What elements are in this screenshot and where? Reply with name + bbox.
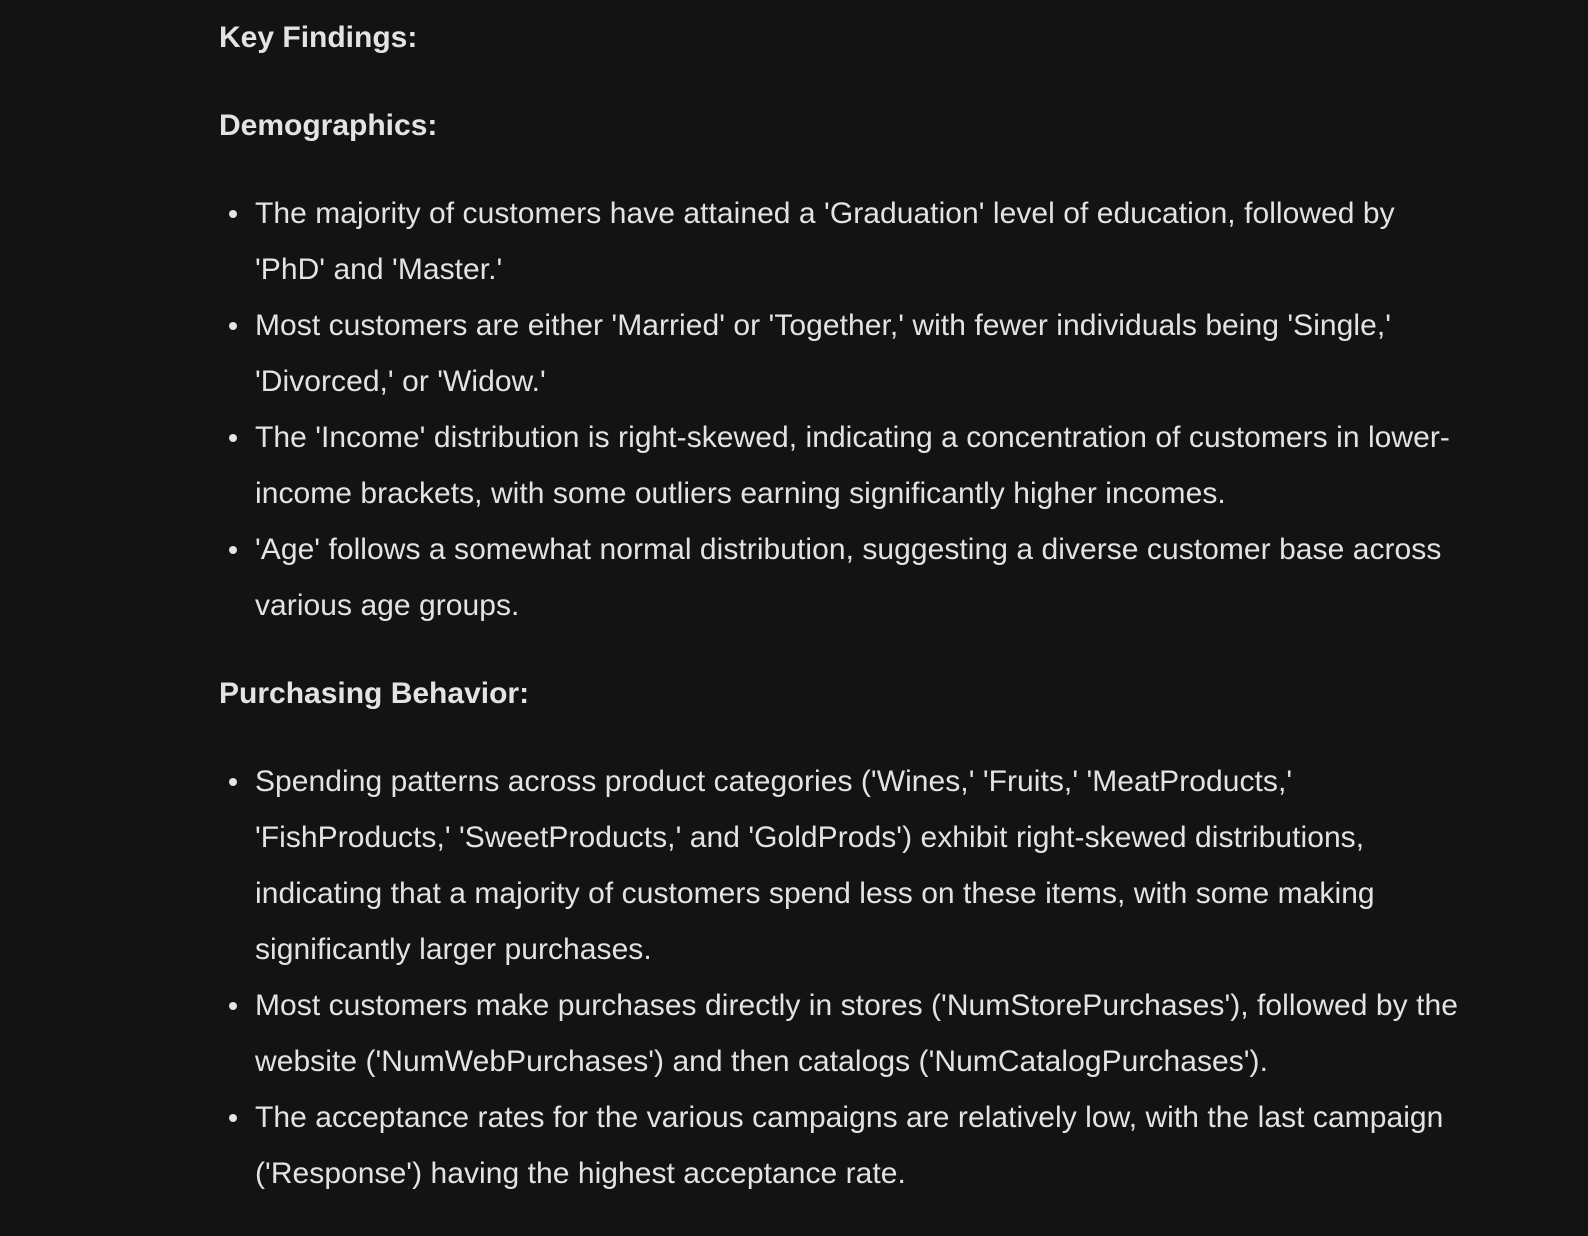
demographics-heading: Demographics: bbox=[219, 109, 438, 142]
list-item: 'Age' follows a somewhat normal distribution, suggesting a diverse customer base across various age groups. bbox=[219, 522, 1459, 634]
demographics-list bbox=[219, 186, 1459, 634]
list-item: Spending patterns across product categories ('Wines,' 'Fruits,' 'MeatProducts,' 'FishProducts,' 'SweetProducts,' and 'GoldProds') exhibit right-skewed distributions, indicating that a majority of customers spend less on these items, with some making significantly larger purchases. bbox=[219, 754, 1459, 978]
list-item: The acceptance rates for the various campaigns are relatively low, with the last campaign ('Response') having the highest acceptance rate. bbox=[219, 1090, 1459, 1202]
list-item: Most customers are either 'Married' or 'Together,' with fewer individuals being 'Single,' 'Divorced,' or 'Widow.' bbox=[219, 298, 1459, 410]
purchasing-behavior-heading: Purchasing Behavior: bbox=[219, 677, 530, 710]
list-item: Most customers make purchases directly in stores ('NumStorePurchases'), followed by the website ('NumWebPurchases') and then catalogs ('NumCatalogPurchases'). bbox=[219, 978, 1459, 1090]
list-item: The 'Income' distribution is right-skewed, indicating a concentration of customers in lower-income brackets, with some outliers earning significantly higher incomes. bbox=[219, 410, 1459, 522]
purchasing-behavior-list bbox=[219, 754, 1459, 1202]
list-item: The majority of customers have attained a 'Graduation' level of education, followed by 'PhD' and 'Master.' bbox=[219, 186, 1459, 298]
key-findings-heading: Key Findings: bbox=[219, 21, 418, 54]
